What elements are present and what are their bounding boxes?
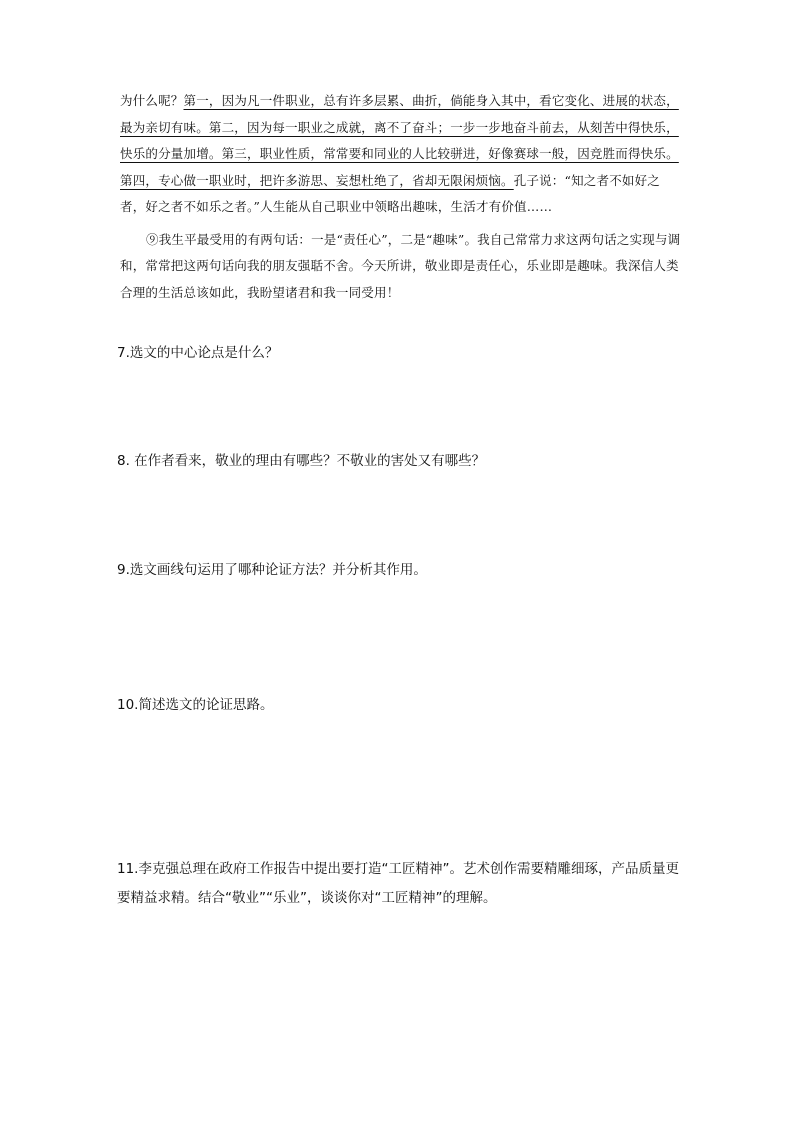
underlined-sentences: 第一，因为凡一件职业，总有许多层累、曲折，倘能身入其中，看它变化、进展的状态，最为亲切有味。第二，因为每一职业之成就，离不了奋斗；一步一步地奋斗前去，从刻苦中得快乐，快乐的分量加增。第三，职业性质，常常要和同业的人比较骈进，好像赛球一般，因竞胜而得快乐。第四，专心做一职业时，把许多游思、妄想杜绝了，省却无限闲烦恼。 [120, 93, 679, 188]
passage-paragraph-9: ⑨我生平最受用的有两句话：一是“责任心”，二是“趣味”。我自己常常力求这两句话之实现与调和，常常把这两句话向我的朋友强聒不舍。今天所讲，敬业即是责任心，乐业即是趣味。我深信人类合理的生活总该如此，我盼望诸君和我一同受用！ [120, 231, 681, 300]
reading-passage [120, 88, 682, 306]
question-8: 8. 在作者看来，敬业的理由有哪些？不敬业的害处又有哪些？ [117, 453, 486, 469]
question-10: 10.简述选文的论证思路。 [117, 697, 274, 713]
question-11: 11.李克强总理在政府工作报告中提出要打造“工匠精神”。艺术创作需要精雕细琢，产品质量更要精益求精。结合“敬业”“乐业”，谈谈你对“工匠精神”的理解。 [117, 861, 679, 906]
passage-lead: 为什么呢？ [120, 93, 184, 108]
question-9: 9.选文画线句运用了哪种论证方法？并分析其作用。 [117, 562, 427, 578]
passage-paragraph-8 [120, 88, 682, 221]
passage-tail: 孔子说：“知之者不如好之者，好之者不如乐之者。”人生能从自己职业中领略出趣味，生活才有价值…… [120, 172, 660, 214]
question-7: 7.选文的中心论点是什么？ [117, 345, 279, 361]
